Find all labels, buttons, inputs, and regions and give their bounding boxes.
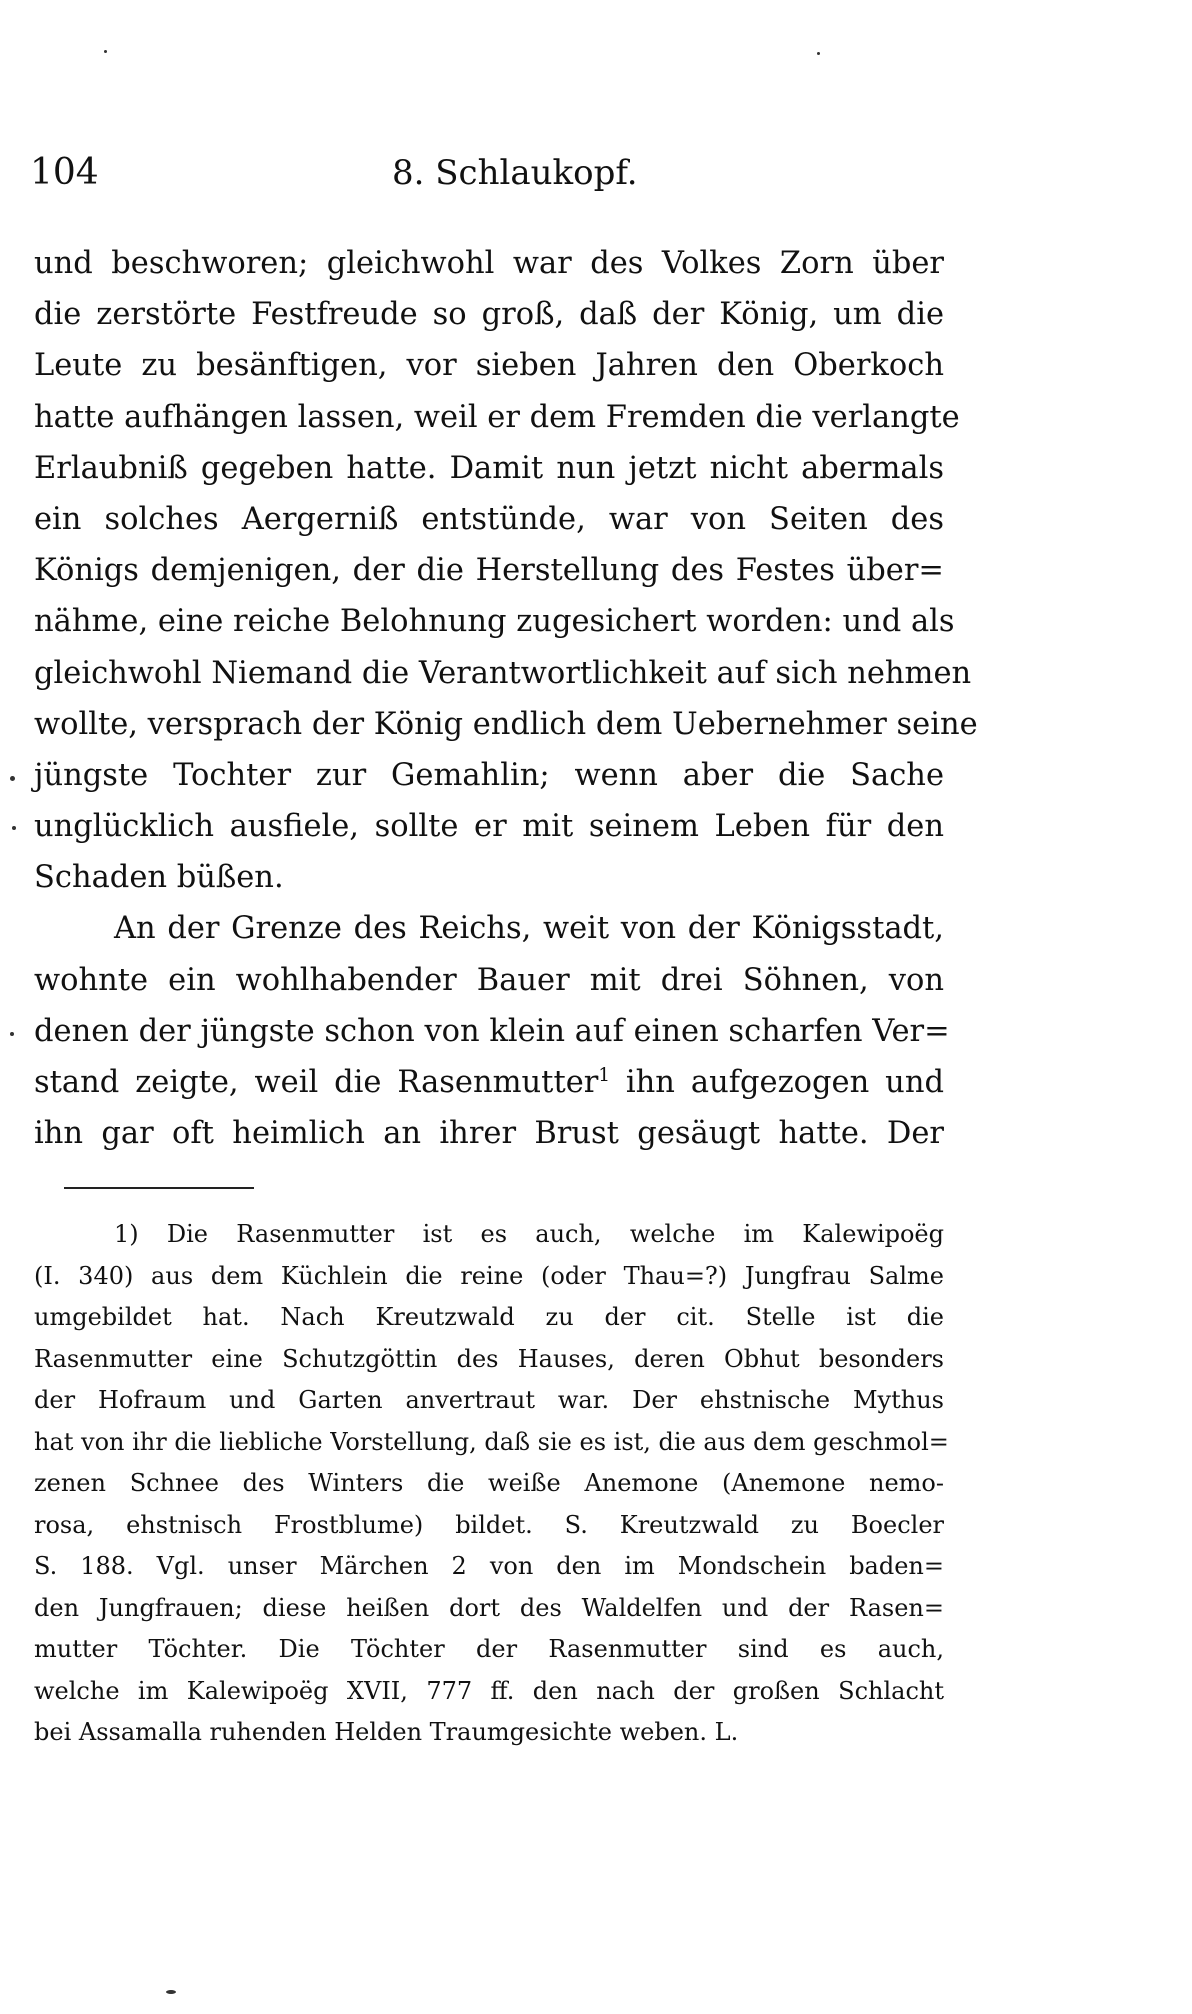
text-line: hatte aufhängen lassen, weil er dem Fremden die verlangte xyxy=(34,399,960,435)
footnote-line: welche im Kalewipoëg XVII, 777 ff. den nach der großen Schlacht xyxy=(34,1676,944,1705)
footnote-line: Rasenmutter eine Schutzgöttin des Hauses, deren Obhut besonders xyxy=(34,1344,944,1373)
running-head xyxy=(0,150,1192,196)
text-line: denen der jüngste schon von klein auf einen scharfen Ver= xyxy=(34,1013,950,1049)
footnote-line: mutter Töchter. Die Töchter der Rasenmutter sind es auch, xyxy=(34,1635,944,1663)
text-line: die zerstörte Festfreude so groß, daß der König, um die xyxy=(34,297,944,333)
footnote-line: umgebildet hat. Nach Kreutzwald zu der cit. Stelle ist die xyxy=(34,1303,944,1331)
main-text xyxy=(34,238,978,1159)
footnote-line: den Jungfrauen; diese heißen dort des Waldelfen und der Rasen= xyxy=(34,1593,944,1622)
scan-speck xyxy=(12,826,16,830)
footnote-line: zenen Schnee des Winters die weiße Anemone (Anemone nemo- xyxy=(34,1469,944,1497)
text-line: unglücklich ausfiele, sollte er mit seinem Leben für den xyxy=(34,809,944,845)
text-line-with-footnote-ref xyxy=(34,1057,944,1108)
text-line: jüngste Tochter zur Gemahlin; wenn aber die Sache xyxy=(34,757,944,793)
text-line: nähme, eine reiche Belohnung zugesichert worden: und als xyxy=(34,604,955,640)
footnote-block xyxy=(34,1214,949,1754)
footnote-line: S. 188. Vgl. unser Märchen 2 von den im Mondschein baden= xyxy=(34,1552,944,1580)
text-segment: ihn aufgezogen und xyxy=(609,1065,944,1100)
text-line: und beschworen; gleichwohl war des Volkes Zorn über xyxy=(34,246,944,281)
footnote-line: rosa, ehstnisch Frostblume) bildet. S. Kreutzwald zu Boecler xyxy=(34,1510,944,1539)
chapter-title: 8. Schlaukopf. xyxy=(392,153,638,193)
text-line: gleichwohl Niemand die Verantwortlichkeit auf sich nehmen xyxy=(34,655,972,691)
scan-speck xyxy=(104,50,107,53)
scan-speck xyxy=(166,1990,176,1994)
footnote-reference: 1 xyxy=(598,1064,610,1086)
footnote-line: bei Assamalla ruhenden Helden Traumgesichte weben. L. xyxy=(34,1718,739,1746)
paragraph-end-line: Schaden büßen. xyxy=(34,860,284,896)
text-line: Leute zu besänftigen, vor sieben Jahren den Oberkoch xyxy=(34,348,944,384)
scan-speck xyxy=(817,52,820,55)
text-segment: stand zeigte, weil die Rasenmutter xyxy=(34,1065,599,1100)
text-line: ein solches Aergerniß entstünde, war von Seiten des xyxy=(34,501,944,537)
text-line: wohnte ein wohlhabender Bauer mit drei Söhnen, von xyxy=(34,962,944,998)
scan-speck xyxy=(10,1032,14,1036)
text-line: Erlaubniß gegeben hatte. Damit nun jetzt nicht abermals xyxy=(34,450,944,486)
footnote-divider xyxy=(64,1187,254,1189)
paragraph-start-line: An der Grenze des Reichs, weit von der Königsstadt, xyxy=(114,911,944,947)
footnote-line: der Hofraum und Garten anvertraut war. Der ehstnische Mythus xyxy=(34,1386,944,1414)
text-line: Königs demjenigen, der die Herstellung des Festes über= xyxy=(34,553,944,589)
page-number: 104 xyxy=(30,152,99,193)
footnote-line: (I. 340) aus dem Küchlein die reine (oder Thau=?) Jungfrau Salme xyxy=(34,1261,944,1290)
footnote-line: hat von ihr die liebliche Vorstellung, daß sie es ist, die aus dem geschmol= xyxy=(34,1427,949,1456)
text-line: wollte, versprach der König endlich dem Uebernehmer seine xyxy=(34,706,978,742)
text-line: ihn gar oft heimlich an ihrer Brust gesäugt hatte. Der xyxy=(34,1116,944,1152)
footnote-line: 1) Die Rasenmutter ist es auch, welche im Kalewipoëg xyxy=(114,1220,944,1248)
scan-speck xyxy=(10,776,15,781)
